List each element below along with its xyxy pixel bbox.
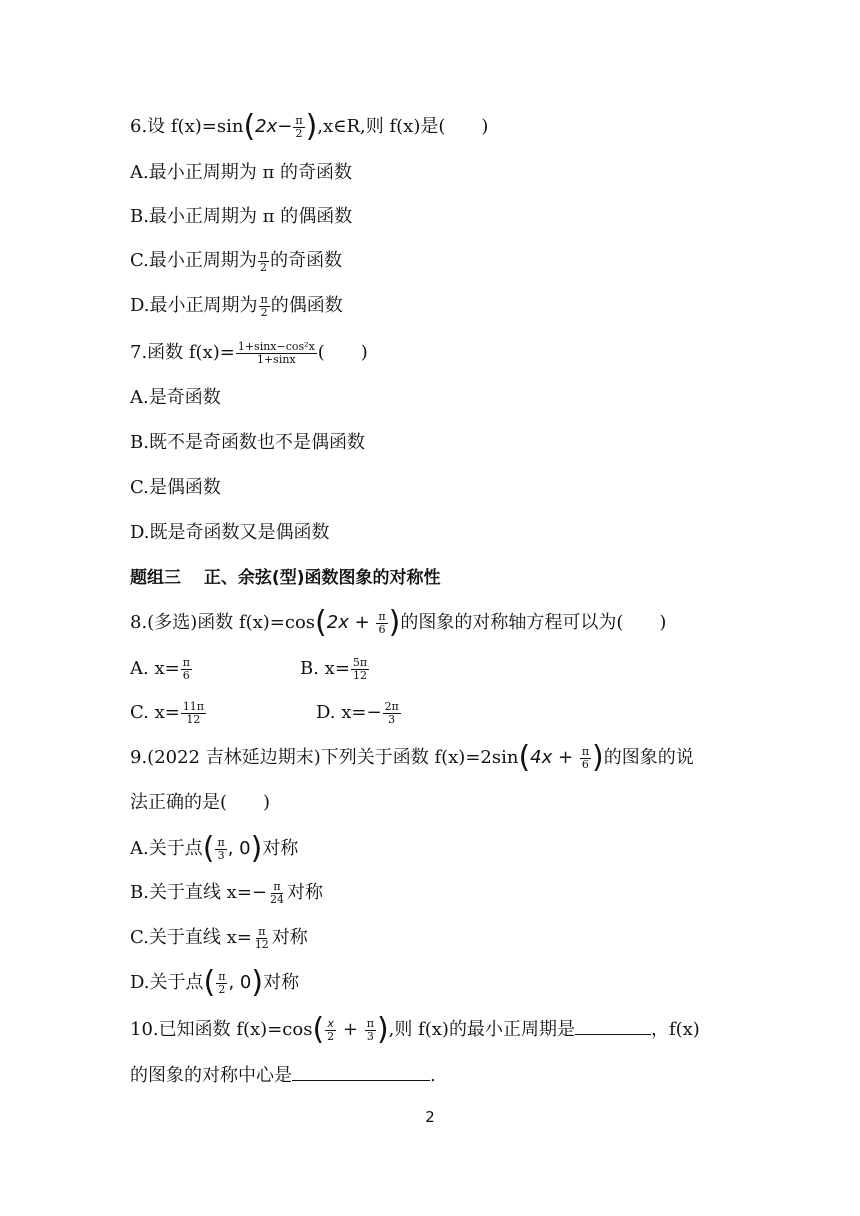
- q10-stem-cont: 的图象的对称中心是 .: [130, 1062, 436, 1089]
- q6-stem: 6.设 f(x)=sin(2x− $\frac{\pi}{2}$ ),x∈R,则 f(x)是( ): [130, 109, 489, 144]
- q6-option-b: B.最小正周期为 π 的偶函数: [130, 206, 353, 227]
- q9-option-d: D.关于点( $\frac{\pi}{2}$ , 0)对称: [130, 965, 300, 1000]
- section-heading: 题组三 正、余弦(型)函数图象的对称性: [130, 568, 441, 588]
- q8-option-d: D. x=− $\frac{2\pi}{3}$: [316, 699, 399, 726]
- q8-option-b: B. x= $\frac{5\pi}{12}$: [300, 655, 368, 682]
- page-number: 2: [425, 1108, 435, 1126]
- q6-option-a: A.最小正周期为 π 的奇函数: [130, 162, 352, 183]
- q9-option-a: A.关于点( $\frac{\pi}{3}$ , 0)对称: [130, 831, 299, 866]
- q7-stem: 7.函数 f(x)= $\frac{\text{1+sinx−cos²x}}{1+\sin x}$ ( ): [130, 339, 368, 366]
- q9-stem-cont: 法正确的是( ): [130, 792, 271, 813]
- q7-option-b: B.既不是奇函数也不是偶函数: [130, 432, 365, 453]
- q9-option-b: B.关于直线 x=− $\frac{\pi}{24}$ 对称: [130, 879, 323, 906]
- q8-option-a: A. x= $\frac{\pi}{6}$: [130, 655, 190, 682]
- q10-stem: 10.已知函数 f(x)=cos( $\frac{x}{2}$ + $\frac{\pi}{3}$ ),则 f(x)的最小正周期是 ，f(x): [130, 1012, 700, 1047]
- q7-option-d: D.既是奇函数又是偶函数: [130, 522, 330, 543]
- q6-option-d: D.最小正周期为 $\frac{\pi}{2}$ 的偶函数: [130, 292, 343, 319]
- q9-stem: 9.(2022 吉林延边期末)下列关于函数 f(x)=2sin(4x + $\frac{\pi}{6}$ )的图象的说: [130, 740, 694, 775]
- q10-blank-period[interactable]: [575, 1016, 651, 1035]
- q6-option-c: C.最小正周期为 $\frac{\pi}{2}$ 的奇函数: [130, 247, 343, 274]
- q7-option-a: A.是奇函数: [130, 387, 221, 408]
- q8-stem: 8.(多选)函数 f(x)=cos(2x + $\frac{\pi}{6}$ )的图象的对称轴方程可以为( ): [130, 605, 667, 640]
- q7-option-c: C.是偶函数: [130, 477, 221, 498]
- q8-option-c: C. x= $\frac{11\pi}{12}$: [130, 699, 205, 726]
- q10-blank-center[interactable]: [292, 1062, 430, 1081]
- q6-frac: $\frac{\pi}{2}$: [295, 113, 303, 140]
- q9-option-c: C.关于直线 x= $\frac{\pi}{12}$ 对称: [130, 924, 308, 951]
